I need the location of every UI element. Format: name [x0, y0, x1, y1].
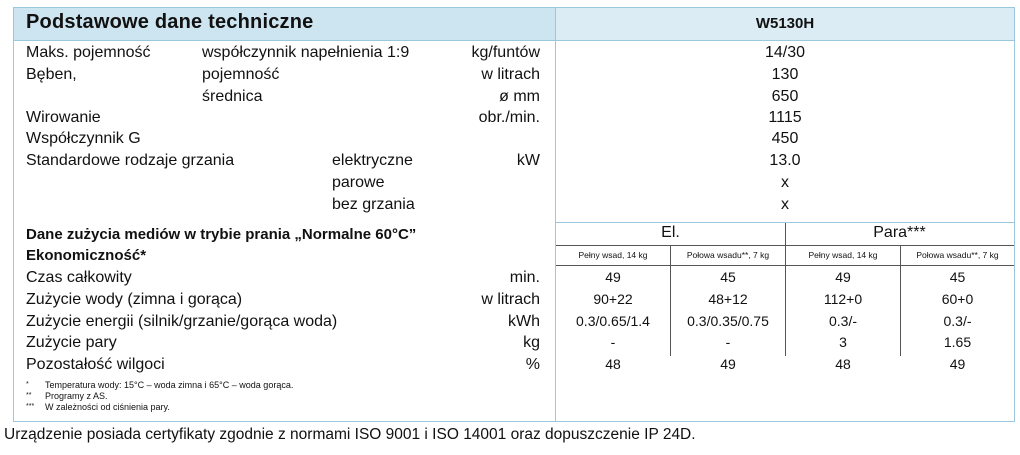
row-energy-unit: kWh: [508, 313, 540, 330]
header-divider: [14, 40, 1014, 41]
cell: 112+0: [823, 291, 863, 307]
cell: 49: [949, 356, 966, 372]
row-water-unit: w litrach: [481, 291, 540, 308]
drum-label: Bęben,: [26, 66, 77, 83]
subcol-steam-full: Pełny wsad, 14 kg: [808, 250, 878, 260]
subcol-el-half: Połowa wsadu**, 7 kg: [686, 250, 770, 260]
row-steam-label: Zużycie pary: [26, 334, 117, 351]
max-capacity-unit: kg/funtów: [471, 44, 540, 61]
row-total-time-unit: min.: [509, 269, 540, 286]
footnote-mark-2: **: [26, 392, 32, 399]
max-capacity-label: Maks. pojemność: [26, 44, 151, 61]
cell: 49: [605, 269, 621, 285]
drum-volume-label: pojemność: [202, 66, 280, 83]
drum-volume-unit: w litrach: [481, 66, 540, 83]
heating-none-value: x: [781, 196, 789, 213]
row-moisture-unit: %: [525, 356, 540, 373]
heating-electric-value: 13.0: [769, 152, 801, 169]
economy-heading: Ekonomiczność*: [26, 247, 147, 264]
row-steam-unit: kg: [523, 334, 540, 351]
cell: 0.3/0.65/1.4: [576, 313, 650, 329]
cell: 90+22: [593, 291, 633, 307]
spin-value: 1115: [768, 109, 802, 126]
row-moisture-label: Pozostałość wilgoci: [26, 356, 165, 373]
cell: -: [725, 334, 731, 350]
cell: 45: [720, 269, 736, 285]
table-title: Podstawowe dane techniczne: [26, 11, 314, 33]
drum-diameter-value: 650: [771, 88, 799, 105]
cell: 3: [839, 334, 847, 350]
cell: 0.3/-: [943, 313, 972, 329]
drum-volume-value: 130: [771, 66, 799, 83]
drum-diameter-label: średnica: [202, 88, 263, 105]
g-factor-value: 450: [771, 130, 799, 147]
cell: 1.65: [943, 334, 972, 350]
cell: 45: [949, 269, 966, 285]
cell: 0.3/-: [828, 313, 857, 329]
cell: -: [610, 334, 616, 350]
cell: 49: [835, 269, 851, 285]
row-water-label: Zużycie wody (zimna i gorąca): [26, 291, 243, 308]
max-capacity-value: 14/30: [764, 44, 806, 61]
heating-electric-label: elektryczne: [332, 152, 413, 169]
heating-none-label: bez grzania: [332, 196, 415, 213]
group-vertical-divider: [785, 223, 786, 245]
cell: 48+12: [708, 291, 748, 307]
g-factor-label: Współczynnik G: [26, 130, 141, 147]
heating-steam-value: x: [781, 174, 789, 191]
spin-label: Wirowanie: [26, 109, 101, 126]
heating-steam-label: parowe: [332, 174, 385, 191]
row-energy-label: Zużycie energii (silnik/grzanie/gorąca woda): [26, 313, 338, 330]
cell: 0.3/0.35/0.75: [687, 313, 769, 329]
row-total-time-label: Czas całkowity: [26, 269, 132, 286]
drum-diameter-unit: ø mm: [499, 88, 540, 105]
spin-unit: obr./min.: [478, 109, 540, 126]
consumption-heading: Dane zużycia mediów w trybie prania „Normalne 60°C”: [26, 226, 417, 243]
model-name: W5130H: [755, 15, 815, 32]
spec-table: [13, 7, 1015, 422]
cell: 48: [835, 356, 851, 372]
fill-ratio-label: współczynnik napełnienia 1:9: [202, 44, 410, 61]
cell: 49: [720, 356, 736, 372]
footnote-text-1: Temperatura wody: 15°C – woda zimna i 65°C – woda gorąca.: [45, 380, 294, 390]
footnote-mark-3: ***: [26, 403, 35, 410]
subcol-steam-half: Połowa wsadu**, 7 kg: [916, 250, 999, 260]
group-steam: Para***: [873, 224, 926, 241]
footnote-text-3: W zależności od ciśnienia pary.: [45, 402, 170, 412]
group-electric: El.: [661, 224, 680, 241]
heating-electric-unit: kW: [516, 152, 540, 169]
footnote-mark-1: *: [26, 381, 29, 388]
cell: 60+0: [941, 291, 974, 307]
certification-note: Urządzenie posiada certyfikaty zgodnie z normami ISO 9001 i ISO 14001 oraz dopuszczenie IP 24D.: [4, 426, 696, 443]
heating-label: Standardowe rodzaje grzania: [26, 152, 235, 169]
subcol-el-full: Pełny wsad, 14 kg: [578, 250, 648, 260]
cell: 48: [605, 356, 621, 372]
footnote-text-2: Programy z AS.: [45, 391, 108, 401]
